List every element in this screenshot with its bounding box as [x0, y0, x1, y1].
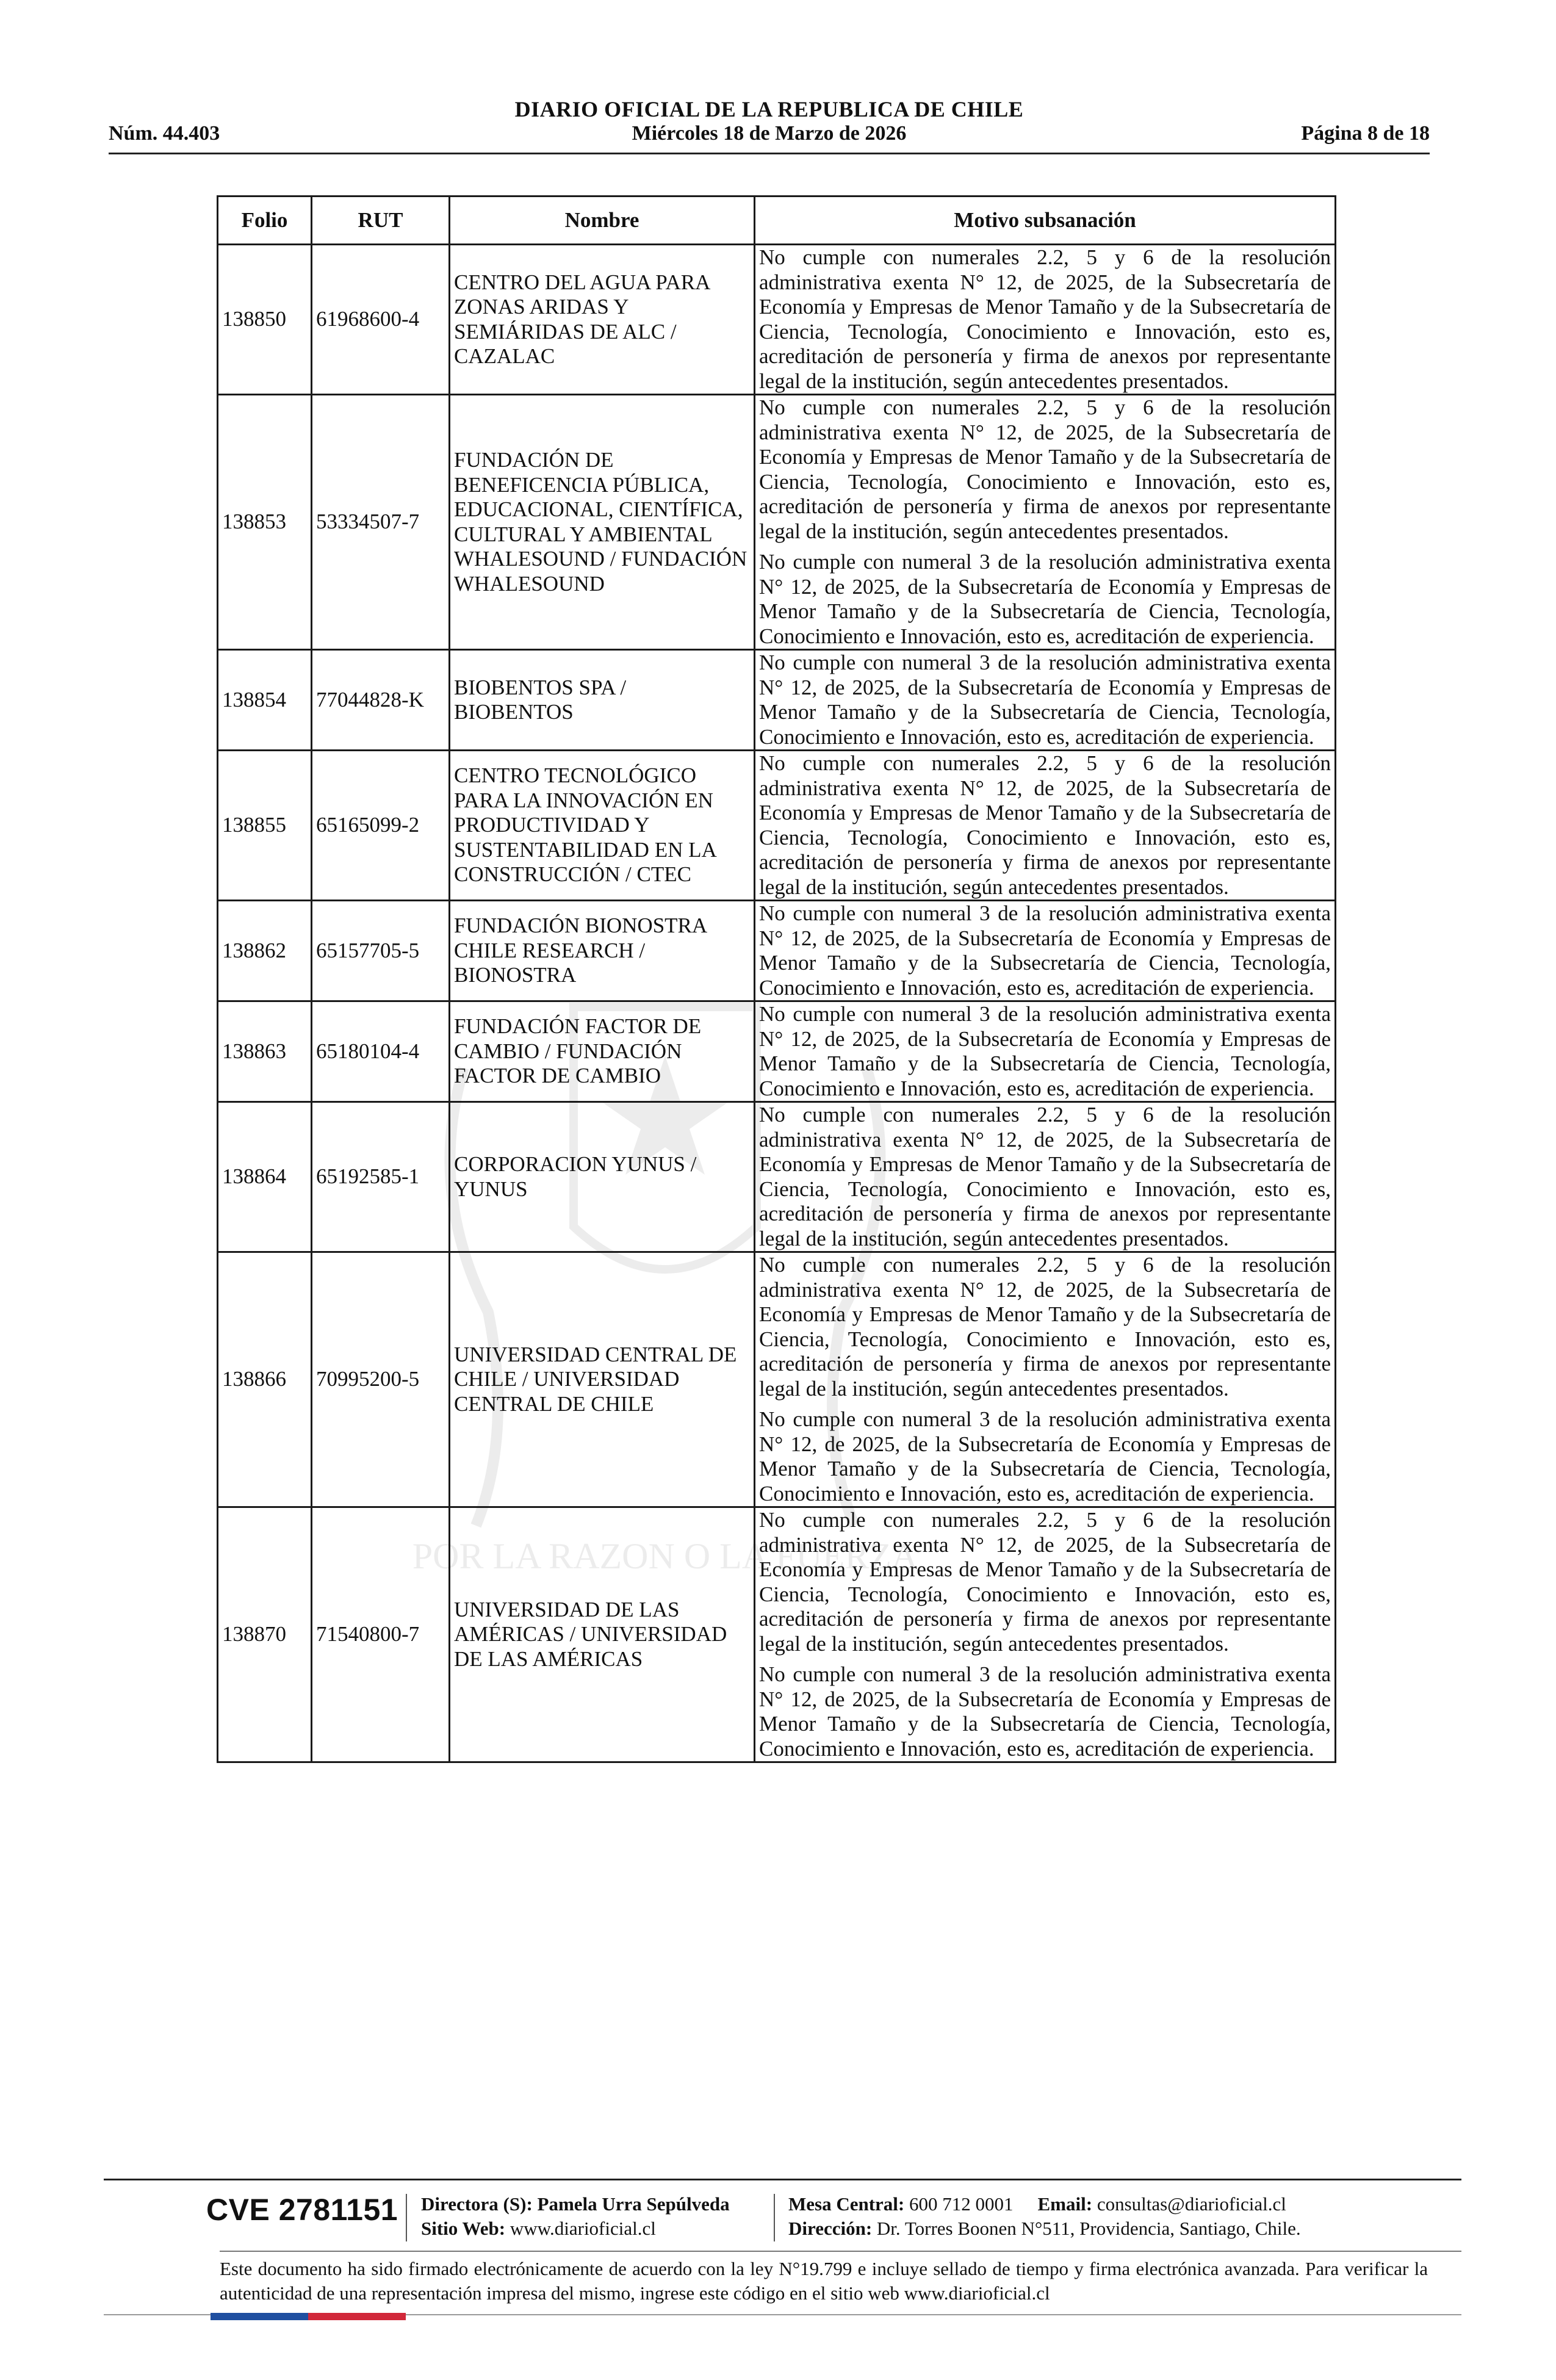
nombre-cell: FUNDACIÓN DE BENEFICENCIA PÚBLICA, EDUCACIONAL, CIENTÍFICA, CULTURAL Y AMBIENTAL WHALESOUND / FUNDACIÓN WHALESOUND — [450, 395, 755, 650]
director-name: Pamela Urra Sepúlveda — [537, 2193, 730, 2215]
director-label: Directora (S): — [421, 2193, 533, 2215]
page-number: Página 8 de 18 — [1301, 122, 1430, 145]
phone-email-line — [788, 2192, 1301, 2216]
rut-cell: 53334507-7 — [312, 395, 450, 650]
table-row — [218, 1102, 1336, 1252]
flag-blue-segment — [211, 2313, 308, 2320]
folio-cell: 138866 — [218, 1252, 312, 1507]
motivo-paragraph: No cumple con numeral 3 de la resolución administrativa exenta N° 12, de 2025, de la Subsecretaría de Economía y Empresas de Menor Tamaño y de la Subsecretaría de Ciencia, Tecnología, Conocimiento e Innovación, esto es, acreditación de experiencia. — [759, 1002, 1331, 1100]
watermark-motto: POR LA RAZON O LA FUERZA — [412, 1536, 918, 1576]
motivo-cell — [755, 1102, 1336, 1252]
header-divider — [109, 153, 1430, 154]
mesa-label: Mesa Central: — [788, 2193, 905, 2215]
table-header-row — [218, 197, 1336, 245]
address-text: Dr. Torres Boonen N°511, Providencia, Santiago, Chile. — [876, 2218, 1301, 2239]
table-row — [218, 650, 1336, 751]
motivo-paragraph: No cumple con numeral 3 de la resolución administrativa exenta N° 12, de 2025, de la Subsecretaría de Economía y Empresas de Menor Tamaño y de la Subsecretaría de Ciencia, Tecnología, Conocimiento e Innovación, esto es, acreditación de experiencia. — [759, 1407, 1331, 1506]
motivo-cell — [755, 395, 1336, 650]
motivo-paragraph: No cumple con numerales 2.2, 5 y 6 de la resolución administrativa exenta N° 12, de 2025, de la Subsecretaría de Economía y Empresas de Menor Tamaño y de la Subsecretaría de Ciencia, Tecnología, Conocimiento e Innovación, esto es, acreditación de personería y firma de anexos por representante legal de la institución, según antecedentes presentados. — [759, 395, 1331, 543]
rut-cell: 70995200-5 — [312, 1252, 450, 1507]
folio-cell: 138862 — [218, 901, 312, 1001]
motivo-cell — [755, 1252, 1336, 1507]
rut-cell: 61968600-4 — [312, 245, 450, 395]
flag-stripe — [211, 2313, 406, 2320]
rut-cell: 65180104-4 — [312, 1001, 450, 1102]
cve-code: CVE 2781151 — [206, 2193, 398, 2227]
website-link[interactable]: www.diarioficial.cl — [510, 2218, 656, 2239]
motivo-paragraph: No cumple con numeral 3 de la resolución administrativa exenta N° 12, de 2025, de la Subsecretaría de Economía y Empresas de Menor Tamaño y de la Subsecretaría de Ciencia, Tecnología, Conocimiento e Innovación, esto es, acreditación de experiencia. — [759, 1662, 1331, 1761]
motivo-cell — [755, 1001, 1336, 1102]
publication-title: DIARIO OFICIAL DE LA REPUBLICA DE CHILE — [514, 97, 1024, 121]
motivo-cell — [755, 1507, 1336, 1762]
nombre-cell: FUNDACIÓN BIONOSTRA CHILE RESEARCH / BIONOSTRA — [450, 901, 755, 1001]
email-link[interactable]: consultas@diarioficial.cl — [1097, 2193, 1286, 2215]
address-line — [788, 2216, 1301, 2241]
footer-contact-right — [788, 2192, 1301, 2241]
column-header-rut: RUT — [312, 197, 450, 245]
nombre-cell: BIOBENTOS SPA / BIOBENTOS — [450, 650, 755, 751]
table-row — [218, 1252, 1336, 1507]
rut-cell: 77044828-K — [312, 650, 450, 751]
nombre-cell: FUNDACIÓN FACTOR DE CAMBIO / FUNDACIÓN FACTOR DE CAMBIO — [450, 1001, 755, 1102]
folio-cell: 138855 — [218, 751, 312, 901]
motivo-paragraph: No cumple con numeral 3 de la resolución administrativa exenta N° 12, de 2025, de la Subsecretaría de Economía y Empresas de Menor Tamaño y de la Subsecretaría de Ciencia, Tecnología, Conocimiento e Innovación, esto es, acreditación de experiencia. — [759, 550, 1331, 648]
motivo-paragraph: No cumple con numerales 2.2, 5 y 6 de la resolución administrativa exenta N° 12, de 2025, de la Subsecretaría de Economía y Empresas de Menor Tamaño y de la Subsecretaría de Ciencia, Tecnología, Conocimiento e Innovación, esto es, acreditación de personería y firma de anexos por representante legal de la institución, según antecedentes presentados. — [759, 1103, 1331, 1250]
director-line — [421, 2192, 730, 2216]
column-header-motivo: Motivo subsanación — [755, 197, 1336, 245]
folio-cell: 138853 — [218, 395, 312, 650]
motivo-cell — [755, 751, 1336, 901]
motivo-paragraph: No cumple con numerales 2.2, 5 y 6 de la resolución administrativa exenta N° 12, de 2025, de la Subsecretaría de Economía y Empresas de Menor Tamaño y de la Subsecretaría de Ciencia, Tecnología, Conocimiento e Innovación, esto es, acreditación de personería y firma de anexos por representante legal de la institución, según antecedentes presentados. — [759, 1508, 1331, 1656]
rut-cell: 65192585-1 — [312, 1102, 450, 1252]
page-header — [109, 92, 1430, 153]
folio-cell: 138863 — [218, 1001, 312, 1102]
folio-cell: 138870 — [218, 1507, 312, 1762]
motivo-cell — [755, 245, 1336, 395]
website-label: Sitio Web: — [421, 2218, 506, 2239]
nombre-cell: UNIVERSIDAD CENTRAL DE CHILE / UNIVERSIDAD CENTRAL DE CHILE — [450, 1252, 755, 1507]
header-meta-row — [109, 122, 1430, 149]
footer-top-divider — [104, 2179, 1461, 2180]
email-label: Email: — [1037, 2193, 1093, 2215]
motivo-paragraph: No cumple con numerales 2.2, 5 y 6 de la resolución administrativa exenta N° 12, de 2025, de la Subsecretaría de Economía y Empresas de Menor Tamaño y de la Subsecretaría de Ciencia, Tecnología, Conocimiento e Innovación, esto es, acreditación de personería y firma de anexos por representante legal de la institución, según antecedentes presentados. — [759, 751, 1331, 899]
rut-cell: 65165099-2 — [312, 751, 450, 901]
folio-cell: 138850 — [218, 245, 312, 395]
nombre-cell: CORPORACION YUNUS / YUNUS — [450, 1102, 755, 1252]
column-header-nombre: Nombre — [450, 197, 755, 245]
rut-cell: 65157705-5 — [312, 901, 450, 1001]
issue-number: Núm. 44.403 — [109, 122, 220, 145]
rut-cell: 71540800-7 — [312, 1507, 450, 1762]
motivo-cell — [755, 901, 1336, 1001]
motivo-paragraph: No cumple con numeral 3 de la resolución administrativa exenta N° 12, de 2025, de la Subsecretaría de Economía y Empresas de Menor Tamaño y de la Subsecretaría de Ciencia, Tecnología, Conocimiento e Innovación, esto es, acreditación de experiencia. — [759, 901, 1331, 1000]
table-row — [218, 1507, 1336, 1762]
motivo-cell — [755, 650, 1336, 751]
table-row — [218, 751, 1336, 901]
table-row — [218, 1001, 1336, 1102]
address-label: Dirección: — [788, 2218, 873, 2239]
legal-notice: Este documento ha sido firmado electrónicamente de acuerdo con la ley N°19.799 e incluye sellado de tiempo y firma electrónica avanzada. Para verificar la autenticidad de una representación impresa del mismo, ingrese este código en el sitio web www.diarioficial.cl — [220, 2258, 1428, 2304]
mesa-phone: 600 712 0001 — [909, 2193, 1014, 2215]
subsanacion-table-wrapper — [217, 195, 1334, 1763]
footer-contact-left — [421, 2192, 730, 2241]
folio-cell: 138864 — [218, 1102, 312, 1252]
subsanacion-table — [217, 195, 1336, 1763]
table-row — [218, 395, 1336, 650]
footer-mid-divider — [220, 2251, 1461, 2252]
motivo-paragraph: No cumple con numerales 2.2, 5 y 6 de la resolución administrativa exenta N° 12, de 2025, de la Subsecretaría de Economía y Empresas de Menor Tamaño y de la Subsecretaría de Ciencia, Tecnología, Conocimiento e Innovación, esto es, acreditación de personería y firma de anexos por representante legal de la institución, según antecedentes presentados. — [759, 245, 1331, 393]
motivo-paragraph: No cumple con numerales 2.2, 5 y 6 de la resolución administrativa exenta N° 12, de 2025, de la Subsecretaría de Economía y Empresas de Menor Tamaño y de la Subsecretaría de Ciencia, Tecnología, Conocimiento e Innovación, esto es, acreditación de personería y firma de anexos por representante legal de la institución, según antecedentes presentados. — [759, 1253, 1331, 1401]
folio-cell: 138854 — [218, 650, 312, 751]
flag-red-segment — [308, 2313, 406, 2320]
motivo-paragraph: No cumple con numeral 3 de la resolución administrativa exenta N° 12, de 2025, de la Subsecretaría de Economía y Empresas de Menor Tamaño y de la Subsecretaría de Ciencia, Tecnología, Conocimiento e Innovación, esto es, acreditación de experiencia. — [759, 651, 1331, 749]
column-header-folio: Folio — [218, 197, 312, 245]
footer-separator — [406, 2194, 407, 2241]
table-row — [218, 901, 1336, 1001]
table-row — [218, 245, 1336, 395]
website-line — [421, 2216, 730, 2241]
issue-date: Miércoles 18 de Marzo de 2026 — [632, 122, 907, 145]
nombre-cell: CENTRO DEL AGUA PARA ZONAS ARIDAS Y SEMIÁRIDAS DE ALC / CAZALAC — [450, 245, 755, 395]
nombre-cell: CENTRO TECNOLÓGICO PARA LA INNOVACIÓN EN PRODUCTIVIDAD Y SUSTENTABILIDAD EN LA CONSTRUCCIÓN / CTEC — [450, 751, 755, 901]
nombre-cell: UNIVERSIDAD DE LAS AMÉRICAS / UNIVERSIDAD DE LAS AMÉRICAS — [450, 1507, 755, 1762]
footer-separator — [774, 2194, 775, 2241]
